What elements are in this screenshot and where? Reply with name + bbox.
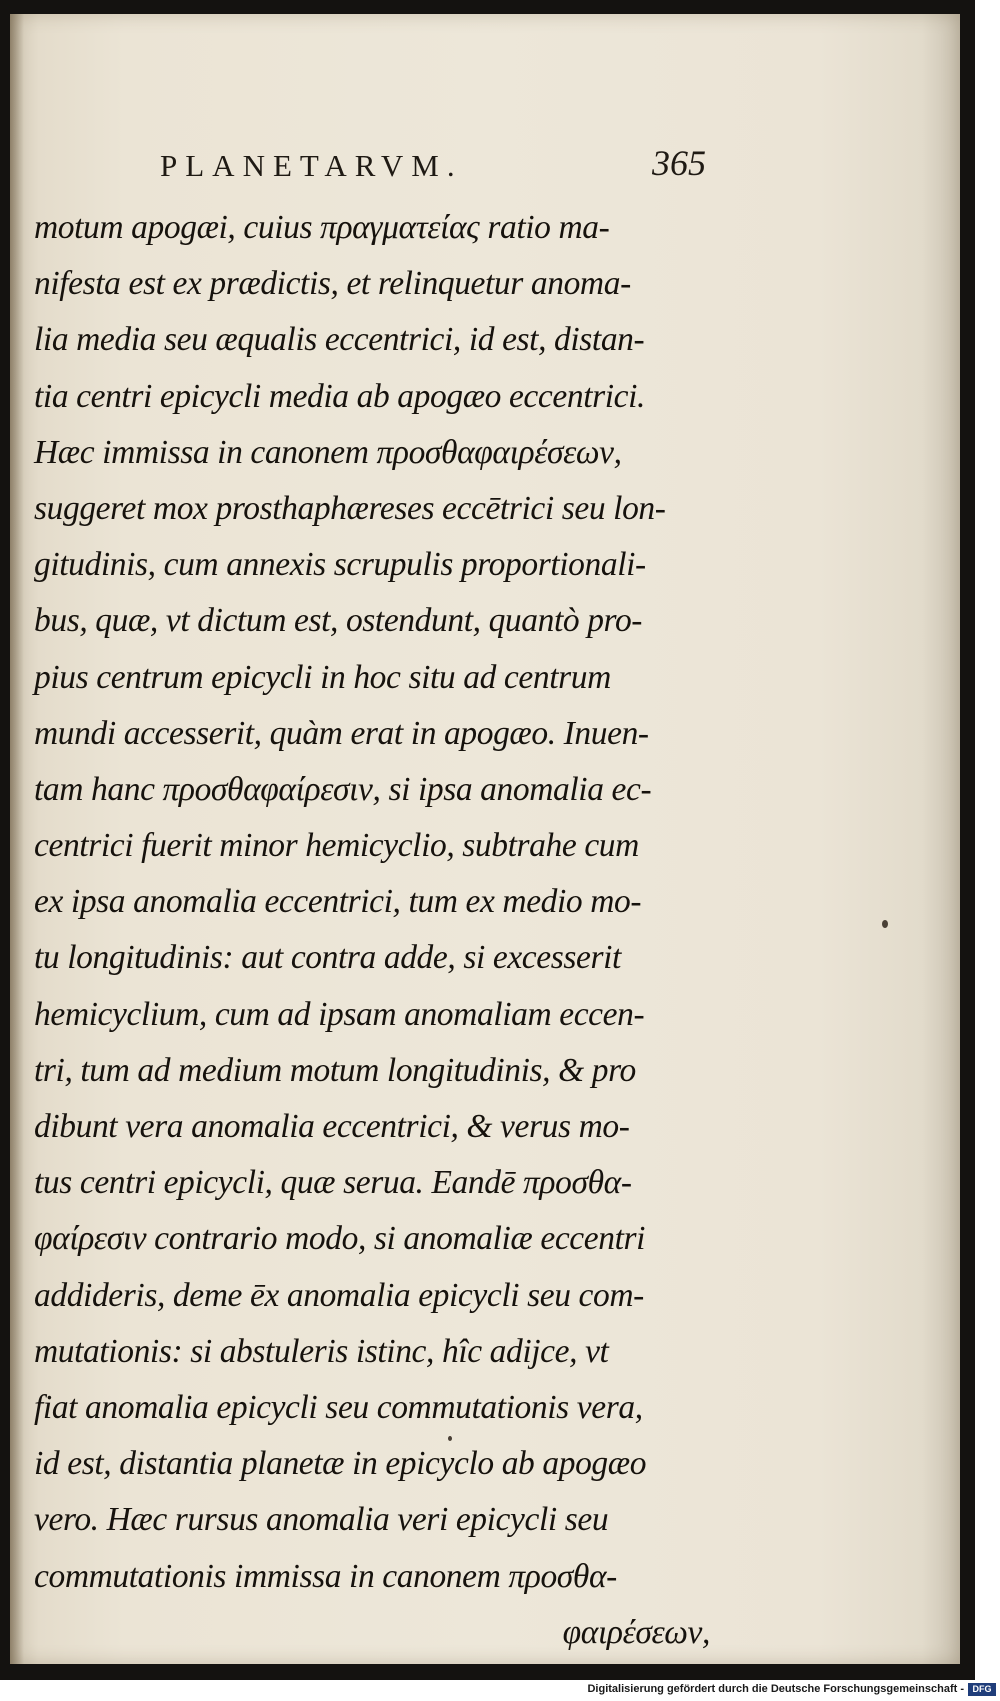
text-line: commutationis immissa in canonem προσθα-	[34, 1557, 617, 1595]
text-line: dibunt vera anomalia eccentrici, & verus mo-	[34, 1108, 630, 1145]
text-line: id est, distantia planetæ in epicyclo ab apogæo	[34, 1445, 647, 1483]
dfg-logo: DFG	[968, 1683, 996, 1696]
running-head: PLANETARVM.	[160, 148, 463, 183]
text-line: Hæc immissa in canonem προσθαφαιρέσεων,	[34, 433, 622, 471]
text-line: φαίρεσιν contrario modo, si anomaliæ eccentri	[34, 1220, 646, 1258]
text-line: nifesta est ex prædictis, et relinquetur anoma-	[34, 265, 631, 303]
text-line: lia media seu æqualis eccentrici, id est, distan-	[34, 321, 645, 359]
text-line: tri, tum ad medium motum longitudinis, & pro	[34, 1051, 636, 1089]
text-line: suggeret mox prosthaphæreses eccētrici seu lon-	[34, 489, 666, 527]
body-text	[34, 200, 734, 1661]
text-line: addideris, deme ēx anomalia epicycli seu com-	[34, 1276, 644, 1314]
text-line: mutationis: si abstuleris istinc, hîc adijce, vt	[34, 1332, 609, 1370]
text-line: mundi accesserit, quàm erat in apogæo. Inuen-	[34, 714, 649, 752]
paper-speck	[448, 1436, 452, 1441]
catchword: φαιρέσεων,	[562, 1613, 710, 1651]
text-line: gitudinis, cum annexis scrupulis proportionali-	[34, 546, 646, 584]
text-line: pius centrum epicycli in hoc situ ad centrum	[34, 658, 611, 696]
text-line: tu longitudinis: aut contra adde, si excesserit	[34, 939, 621, 977]
text-line: fiat anomalia epicycli seu commutationis vera,	[34, 1388, 643, 1426]
page-gutter-shadow	[10, 14, 24, 1664]
digitization-credit: Digitalisierung gefördert durch die Deutsche Forschungsgemeinschaft -	[587, 1683, 964, 1695]
paper-speck	[882, 920, 888, 928]
text-line: motum apogæi, cuius πραγματείας ratio ma-	[34, 209, 610, 246]
text-line: tam hanc προσθαφαίρεσιν, si ipsa anomalia ec-	[34, 770, 652, 808]
text-line: ex ipsa anomalia eccentrici, tum ex medio mo-	[34, 883, 642, 921]
text-line: centrici fuerit minor hemicyclio, subtrahe cum	[34, 827, 639, 865]
text-line: bus, quæ, vt dictum est, ostendunt, quantò pro-	[34, 602, 643, 640]
text-line: vero. Hæc rursus anomalia veri epicycli seu	[34, 1501, 609, 1539]
text-line: tia centri epicycli media ab apogæo eccentrici.	[34, 377, 645, 415]
text-line: tus centri epicycli, quæ serua. Eandē προσθα-	[34, 1164, 632, 1202]
page-number: 365	[652, 143, 706, 183]
text-line: hemicyclium, cum ad ipsam anomaliam eccen-	[34, 995, 645, 1033]
